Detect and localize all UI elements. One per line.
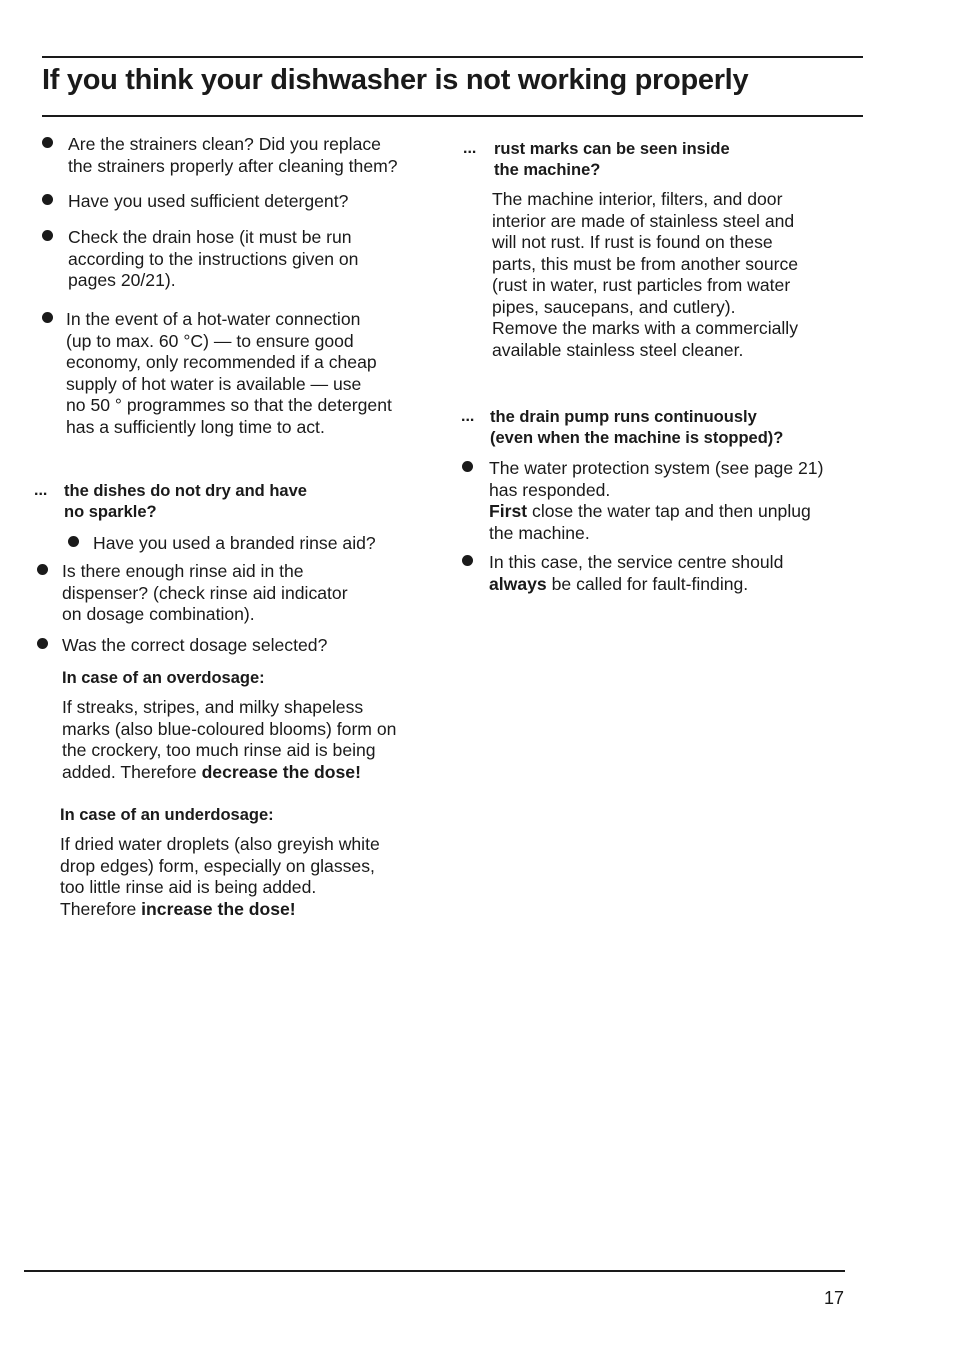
underdosage-emphasis: increase the dose!	[141, 898, 296, 919]
first-emphasis: First	[489, 501, 528, 521]
bullet-dot	[37, 638, 48, 649]
footer-rule	[24, 1270, 845, 1272]
rinse-aid-level-item: Is there enough rinse aid in the dispenser? (check rinse aid indicator on dosage combination).	[62, 561, 348, 624]
service-centre-item	[489, 552, 783, 595]
water-protection-item	[489, 458, 823, 544]
always-emphasis: always	[489, 573, 547, 594]
service-centre-rest: be called for fault-finding.	[546, 573, 749, 594]
bullet-dot	[462, 555, 473, 566]
dishes-section-heading: the dishes do not dry and have no sparkle?	[64, 482, 307, 521]
overdosage-text: If streaks, stripes, and milky shapeless marks (also blue-coloured blooms) form on the crockery, too much rinse aid is being added. Therefore	[62, 697, 397, 782]
section-prefix-dots: ...	[461, 408, 475, 425]
water-protection-text: The water protection system (see page 21) has responded.	[489, 458, 824, 500]
overdosage-paragraph	[62, 697, 396, 783]
page-title: If you think your dishwasher is not working properly	[42, 64, 749, 96]
underdosage-text: If dried water droplets (also greyish white drop edges) form, especially on glasses, too little rinse aid is being added. Therefore	[60, 834, 380, 919]
check-item-strainers: Are the strainers clean? Did you replace the strainers properly after cleaning them?	[68, 134, 398, 176]
overdosage-heading: In case of an overdosage:	[62, 669, 265, 687]
underdosage-paragraph	[60, 834, 380, 920]
bullet-dot	[42, 312, 53, 323]
check-item-drain-hose: Check the drain hose (it must be run according to the instructions given on pages 20/21).	[68, 227, 359, 290]
pump-section-heading: the drain pump runs continuously (even when the machine is stopped)?	[490, 408, 784, 447]
rinse-aid-brand-item: Have you used a branded rinse aid?	[93, 533, 376, 553]
bullet-dot	[37, 564, 48, 575]
check-item-hot-water: In the event of a hot-water connection (up to max. 60 °C) — to ensure good economy, only recommended if a cheap supply of hot water is available — use no 50 ° programmes so that the detergent has a sufficiently long time to act.	[66, 309, 392, 437]
page-number: 17	[824, 1288, 845, 1308]
overdosage-emphasis: decrease the dose!	[201, 761, 361, 782]
bullet-dot	[42, 137, 53, 148]
dosage-item: Was the correct dosage selected?	[62, 635, 328, 655]
check-item-detergent: Have you used sufficient detergent?	[68, 191, 349, 211]
rust-section-text: The machine interior, filters, and door interior are made of stainless steel and will not rust. If rust is found on these parts, this must be from another source (rust in water, rust particles from water pipes, saucepans, and cutlery). Remove the marks with a commercially available stainless steel cleaner.	[492, 189, 799, 360]
underdosage-heading: In case of an underdosage:	[60, 806, 274, 824]
bullet-dot	[42, 194, 53, 205]
service-centre-text: In this case, the service centre should	[489, 552, 784, 572]
section-prefix-dots: ...	[463, 140, 477, 157]
bullet-dot	[42, 230, 53, 241]
top-rule	[42, 56, 863, 58]
bullet-dot	[462, 461, 473, 472]
bullet-dot	[68, 536, 79, 547]
rust-section-heading: rust marks can be seen inside the machine?	[494, 140, 730, 179]
water-protection-rest: close the water tap and then unplug the machine.	[489, 501, 811, 543]
section-prefix-dots: ...	[34, 482, 48, 499]
title-underline	[42, 115, 863, 117]
